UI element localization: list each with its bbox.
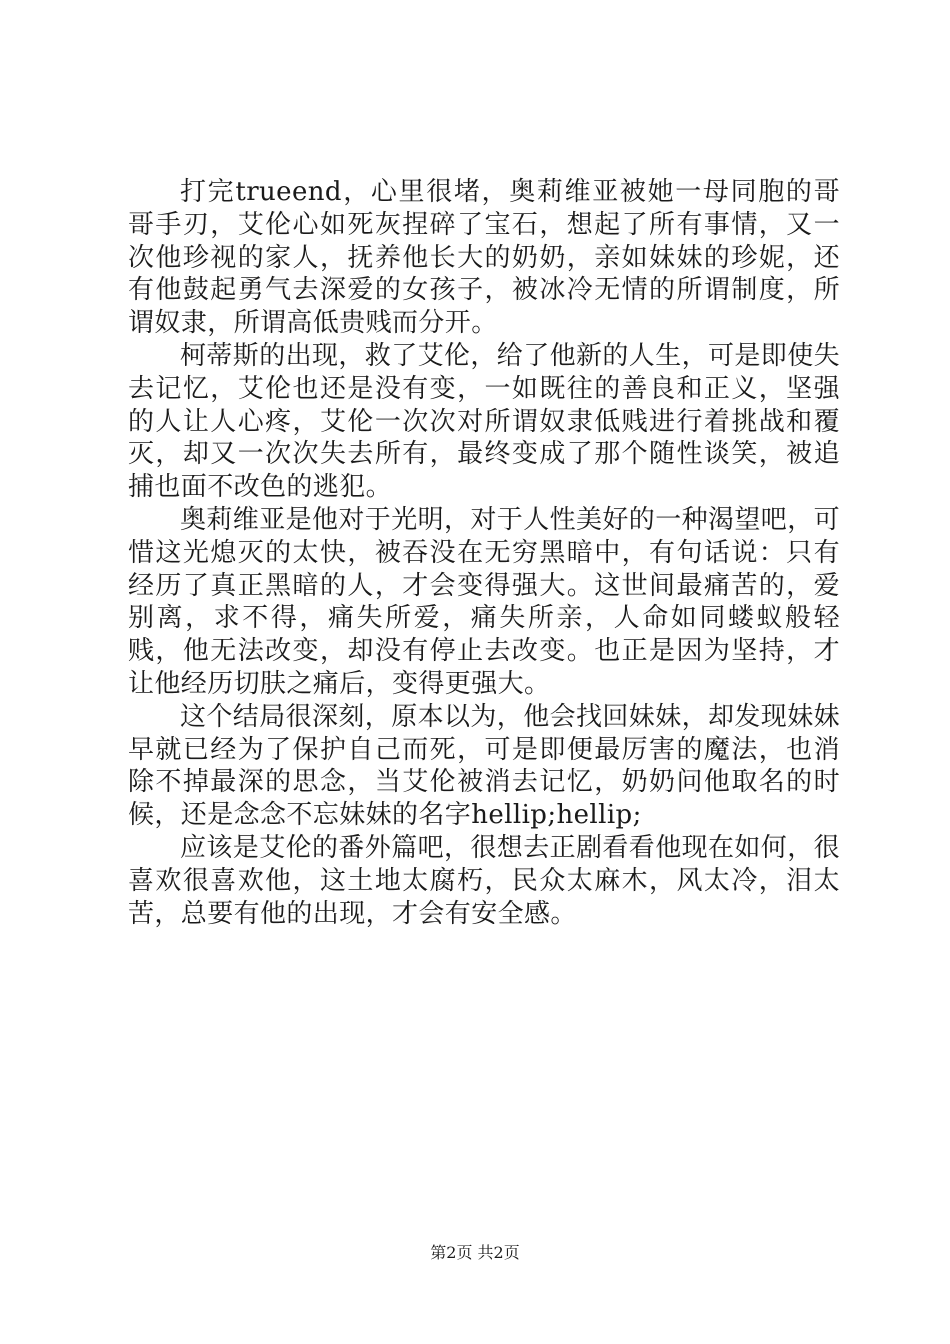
paragraph-1: 打完trueend，心里很堵，奥莉维亚被她一母同胞的哥哥手刃，艾伦心如死灰捏碎了宝石，想起了所有事情，又一次他珍视的家人，抚养他长大的奶奶，亲如妹妹的珍妮，还有他鼓起勇气去深爱的女孩子，被冰冷无情的所谓制度，所谓奴隶，所谓高低贵贱而分开。 — [128, 177, 840, 339]
page-footer — [0, 1243, 950, 1263]
page-number-label: 第2页 共2页 — [430, 1243, 520, 1262]
paragraph-2: 柯蒂斯的出现，救了艾伦，给了他新的人生，可是即使失去记忆，艾伦也还是没有变，一如既往的善良和正义，坚强的人让人心疼，艾伦一次次对所谓奴隶低贱进行着挑战和覆灭，却又一次次失去所有，最终变成了那个随性谈笑，被追捕也面不改色的逃犯。 — [128, 340, 841, 503]
document-body — [128, 176, 840, 930]
paragraph-4: 这个结局很深刻，原本以为，他会找回妹妹，却发现妹妹早就已经为了保护自己而死，可是即便最厉害的魔法，也消除不掉最深的思念，当艾伦被消去记忆，奶奶问他取名的时候，还是念念不忘妹妹的名字hellip;hellip; — [128, 701, 841, 831]
paragraph-5: 应该是艾伦的番外篇吧，很想去正剧看看他现在如何，很喜欢很喜欢他，这土地太腐朽，民众太麻木，风太冷，泪太苦，总要有他的出现，才会有安全感。 — [128, 832, 841, 929]
paragraph-3: 奥莉维亚是他对于光明，对于人性美好的一种渴望吧，可惜这光熄灭的太快，被吞没在无穷黑暗中，有句话说：只有经历了真正黑暗的人，才会变得强大。这世间最痛苦的，爱别离，求不得，痛失所爱，痛失所亲，人命如同蝼蚁般轻贱，他无法改变，却没有停止去改变。也正是因为坚持，才让他经历切肤之痛后，变得更强大。 — [128, 504, 841, 699]
